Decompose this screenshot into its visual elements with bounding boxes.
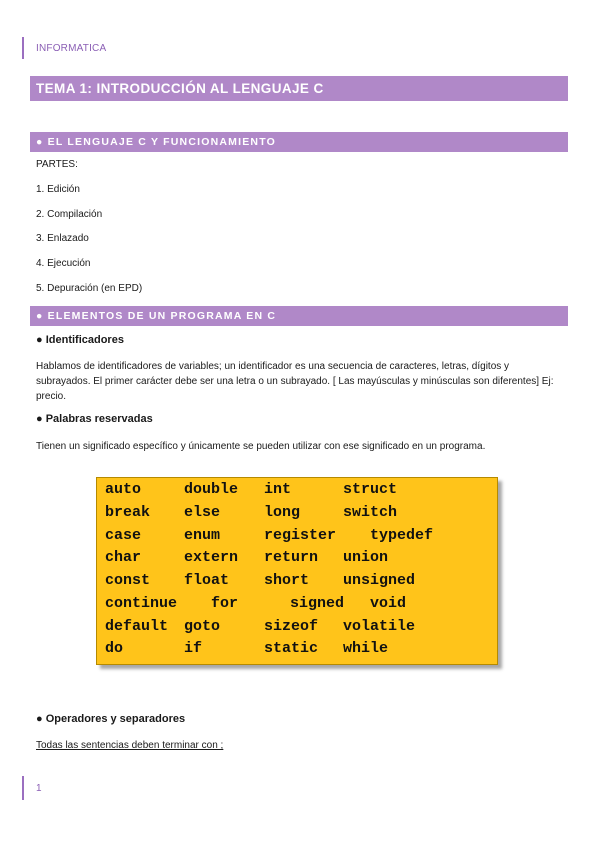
operadores-heading: ● Operadores y separadores <box>36 713 186 725</box>
identificadores-heading: ● Identificadores <box>36 334 124 346</box>
keyword: auto <box>105 481 142 498</box>
partes-label: PARTES: <box>36 159 78 170</box>
list-item: 1. Edición <box>36 184 80 195</box>
section-heading-elementos: ● ELEMENTOS DE UN PROGRAMA EN C <box>30 306 568 326</box>
keyword: do <box>105 640 124 657</box>
keyword: else <box>184 504 221 521</box>
keyword: volatile <box>343 618 416 635</box>
keyword: for <box>211 595 239 612</box>
keyword: typedef <box>370 527 434 544</box>
keyword: goto <box>184 618 221 635</box>
keyword: continue <box>105 595 178 612</box>
page-number: 1 <box>36 783 42 794</box>
keyword: struct <box>343 481 398 498</box>
list-item: 5. Depuración (en EPD) <box>36 283 143 294</box>
footer-accent-bar <box>22 776 24 800</box>
keyword: switch <box>343 504 398 521</box>
keyword: unsigned <box>343 572 416 589</box>
keyword: const <box>105 572 151 589</box>
keyword: enum <box>184 527 221 544</box>
keyword: short <box>264 572 310 589</box>
keyword: int <box>264 481 292 498</box>
section-heading-lenguaje: ● EL LENGUAJE C Y FUNCIONAMIENTO <box>30 132 568 152</box>
keyword: void <box>370 595 407 612</box>
identificadores-text: Hablamos de identificadores de variables; un identificador es una secuencia de caracteres, letras, dígitos y subrayados. El primer carácter debe ser una letra o un subrayado. [ Las mayúsculas y minúsculas son diferentes] Ej: precio. <box>36 361 554 402</box>
keyword: char <box>105 549 142 566</box>
document-title: TEMA 1: INTRODUCCIÓN AL LENGUAJE C <box>30 76 568 101</box>
keyword: double <box>184 481 239 498</box>
keyword: break <box>105 504 151 521</box>
keyword: default <box>105 618 169 635</box>
operadores-text: Todas las sentencias deben terminar con ; <box>36 740 224 751</box>
keyword: static <box>264 640 319 657</box>
keyword: sizeof <box>264 618 319 635</box>
keyword: extern <box>184 549 239 566</box>
list-item: 4. Ejecución <box>36 258 91 269</box>
list-item: 3. Enlazado <box>36 233 89 244</box>
keyword: if <box>184 640 203 657</box>
keyword: signed <box>290 595 345 612</box>
header-accent-bar <box>22 37 24 59</box>
keyword: case <box>105 527 142 544</box>
palabras-heading: ● Palabras reservadas <box>36 413 153 425</box>
palabras-text: Tienen un significado específico y únicamente se pueden utilizar con ese significado en un programa. <box>36 441 486 452</box>
keyword: register <box>264 527 337 544</box>
keyword: long <box>264 504 301 521</box>
keyword: while <box>343 640 389 657</box>
reserved-keywords-box <box>96 477 498 665</box>
keyword: float <box>184 572 230 589</box>
keyword: union <box>343 549 389 566</box>
keyword: return <box>264 549 319 566</box>
list-item: 2. Compilación <box>36 209 103 220</box>
page-header: INFORMATICA <box>36 43 107 54</box>
